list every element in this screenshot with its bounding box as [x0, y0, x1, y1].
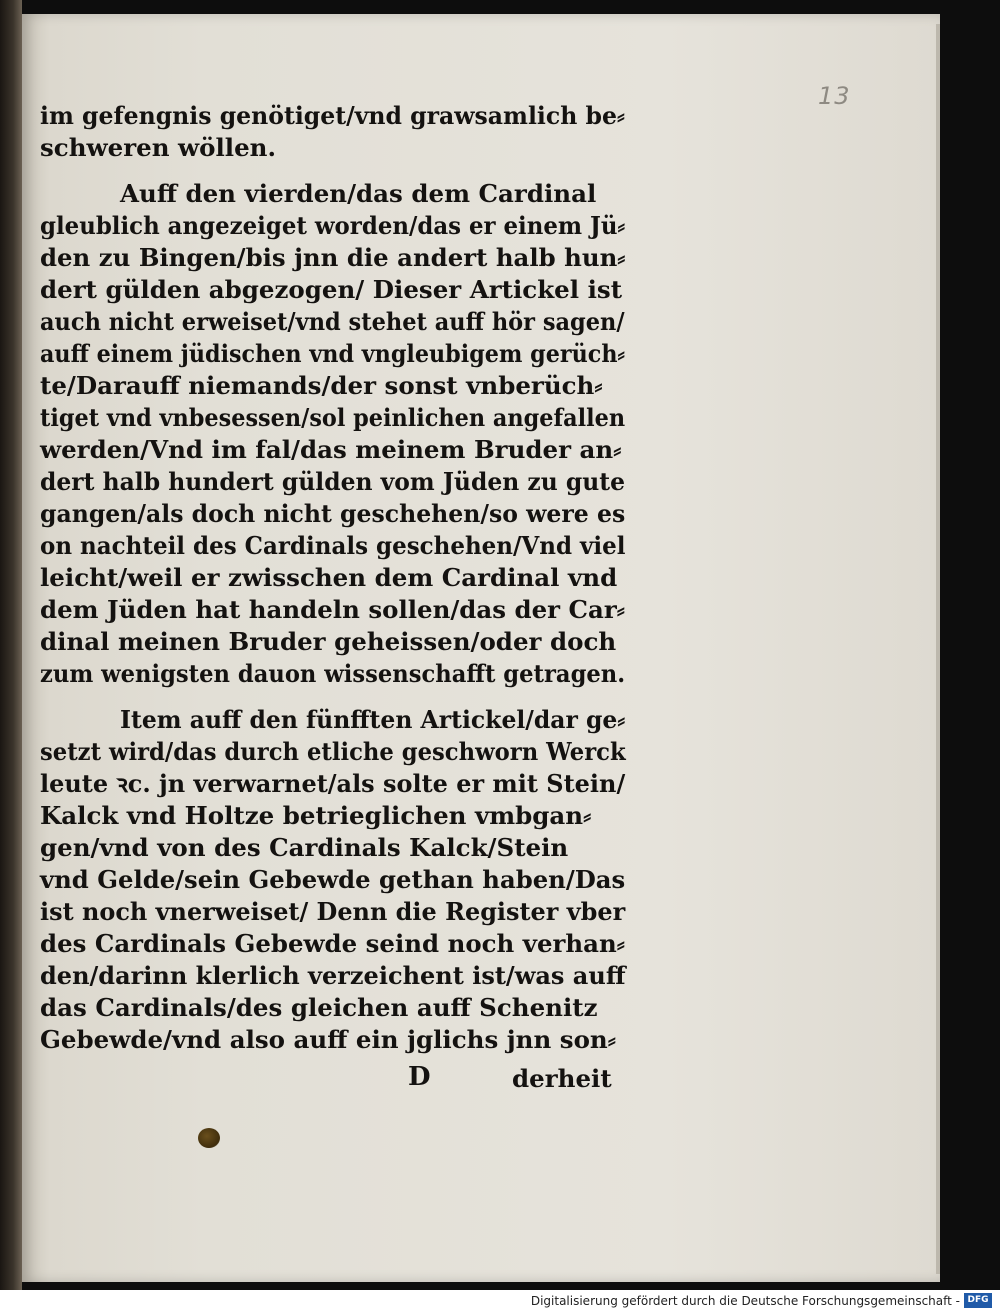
book-spine	[0, 0, 22, 1290]
text-line: ist noch vnerweiset/ Denn die Register vber	[40, 897, 626, 926]
text-line: auff einem jüdischen vnd vngleubigem gerüch⸗	[40, 339, 625, 368]
text-line: auch nicht erweiset/vnd stehet auff hör sagen/	[40, 307, 625, 336]
text-line: zum wenigsten dauon wissenschafft getragen.	[40, 659, 626, 688]
folio-number: 13	[818, 82, 851, 110]
text-line: den/darinn klerlich verzeichent ist/was auff	[40, 961, 626, 990]
text-line: tiget vnd vnbesessen/sol peinlichen angefallen	[40, 403, 626, 432]
dfg-logo[interactable]: DFG	[964, 1293, 992, 1308]
text-line: Gebewde/vnd also auff ein jglichs jnn son⸗	[40, 1025, 616, 1054]
text-line: gleublich angezeiget worden/das er einem Jü⸗	[40, 211, 626, 240]
ink-stain	[198, 1128, 220, 1148]
signature-mark: D	[408, 1062, 431, 1092]
text-line: werden/Vnd im fal/das meinem Bruder an⸗	[40, 435, 622, 464]
text-line: setzt wird/das durch etliche geschworn Werck	[40, 737, 626, 766]
text-line: te/Darauff niemands/der sonst vnberüch⸗	[40, 371, 603, 400]
text-line: dert gülden abgezogen/ Dieser Artickel ist	[40, 275, 623, 304]
text-line: Kalck vnd Holtze betrieglichen vmbgan⸗	[40, 801, 592, 830]
text-line: gen/vnd von des Cardinals Kalck/Stein	[40, 833, 569, 862]
text-line: Item auff den fünfften Artickel/dar ge⸗	[120, 705, 626, 734]
text-line: schweren wöllen.	[40, 133, 277, 162]
text-line: im gefengnis genötiget/vnd grawsamlich be⸗	[40, 101, 625, 130]
footer-credit: Digitalisierung gefördert durch die Deutsche Forschungsgemeinschaft -	[530, 1294, 960, 1308]
text-line: den zu Bingen/bis jnn die andert halb hun⸗	[40, 243, 626, 272]
text-line: das Cardinals/des gleichen auff Schenitz	[40, 993, 598, 1022]
footer-bar	[0, 1290, 1000, 1313]
page-edge	[936, 24, 940, 1274]
text-line: dert halb hundert gülden vom Jüden zu gute	[40, 467, 626, 496]
text-line: leicht/weil er zwisschen dem Cardinal vnd	[40, 563, 618, 592]
text-line: leute ꝛc. jn verwarnet/als solte er mit Stein/	[40, 769, 626, 798]
text-line: gangen/als doch nicht geschehen/so were es	[40, 499, 626, 528]
text-line: dinal meinen Bruder geheissen/oder doch	[40, 627, 617, 656]
text-line: on nachteil des Cardinals geschehen/Vnd viel	[40, 531, 626, 560]
text-line: des Cardinals Gebewde seind noch verhan⸗	[40, 929, 625, 958]
catchword: derheit	[512, 1064, 612, 1093]
text-line: vnd Gelde/sein Gebewde gethan haben/Das	[40, 865, 626, 894]
text-line: dem Jüden hat handeln sollen/das der Car⸗	[40, 595, 625, 624]
text-line: Auff den vierden/das dem Cardinal	[120, 179, 597, 208]
